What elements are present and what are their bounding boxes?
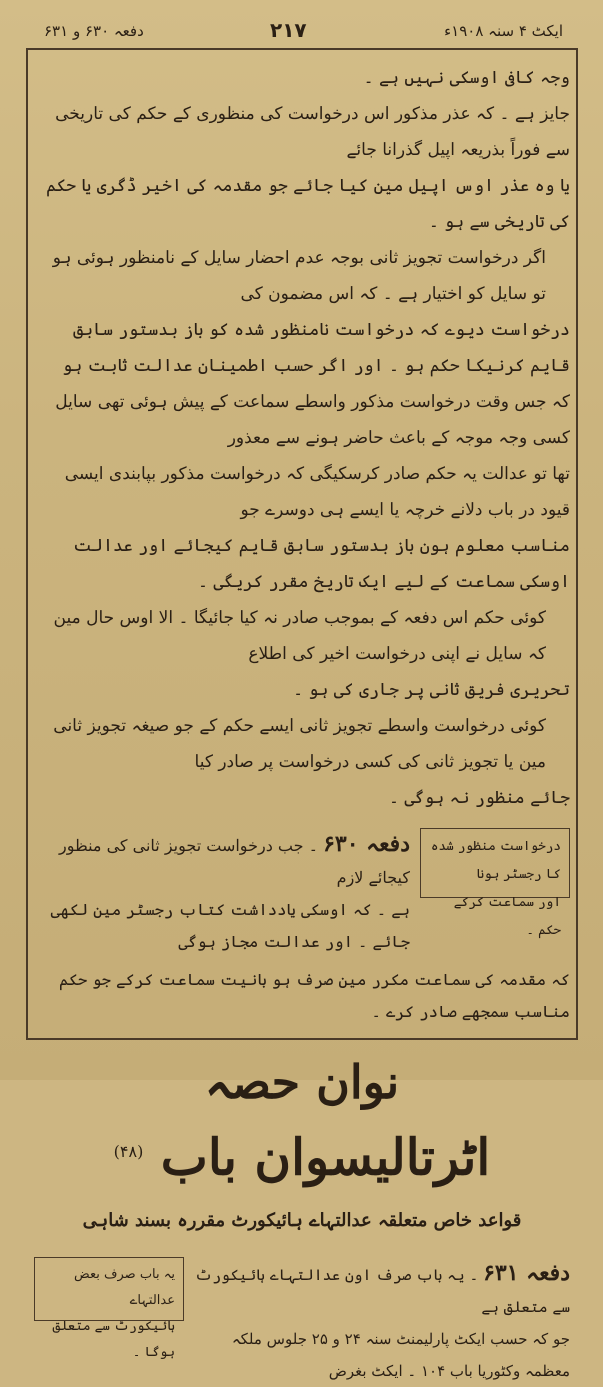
paragraph-line: تحریری فریق ثانی پر جاری کی ہو ۔: [293, 680, 570, 700]
part-title: نوان حصہ: [204, 1055, 400, 1109]
page-number: ۲۱۷: [270, 18, 307, 42]
section-text-line: جو کہ حسب ایکٹ پارلیمنٹ سنہ ۲۴ و ۲۵ جلوس ملکہ معظمہ وکٹوریا باب ۱۰۴ ۔ ایکٹ بغرض: [231, 1329, 570, 1380]
paragraph-line: تھا تو عدالت یہ حکم صادر کرسکیگی کہ درخواست مذکور بپابندی ایسی قیود در باب دلانے خرچہ یا ایسے ہی دوسرے جو: [64, 464, 570, 520]
section-631-margin-note: [34, 1257, 184, 1360]
page-header: [0, 18, 603, 46]
section-number: دفعہ ۶۳۱: [483, 1259, 570, 1286]
paragraph-line: جایز ہے ۔ کہ عذر مذکور اس درخواست کی منظوری کے حکم کی تاریخی سے فوراً بذریعہ اپیل گذرانا جائے: [55, 104, 570, 160]
chapter-number: (۴۸): [113, 1142, 144, 1161]
paragraph-line: یا وہ عذر اوس اپیل مین کیا جائے جو مقدمہ کی اخیر ڈگری یا حکم کی تاریخی سے ہو ۔: [46, 176, 570, 232]
margin-note-line: درخواست منظور شدہ کا رجسٹر ہونا: [430, 839, 561, 882]
section-number: دفعہ ۶۳۰: [323, 831, 410, 857]
paragraph-line: درخواست دیوے کہ درخواست نامنظور شدہ کو باز بدستور سابق قایم کرنیکا حکم ہو ۔ اور اگر حسب اطمینان عدالت ثابت ہو: [62, 320, 570, 376]
paragraph-line: کوئی حکم اس دفعہ کے بموجب صادر نہ کیا جائیگا ۔ الا اوس حال مین کہ سایل نے اپنی درخواست اخیر کی اطلاع: [53, 608, 546, 664]
section-text-line: ۔ یہ باب صرف اون عدالتہاے ہائیکورٹ سے متعلق ہے: [194, 1265, 570, 1316]
chapter-subtitle: قواعد خاص متعلقہ عدالتہاے ہائیکورٹ مقررہ بسند شاہی: [82, 1209, 522, 1231]
paragraph-line: وجہ کافی اوسکی نہیں ہے ۔: [363, 68, 570, 88]
section-630-text: [34, 828, 410, 958]
header-act-ref: ایکٹ ۴ سنہ ۱۹۰۸ء: [444, 22, 563, 40]
header-section-ref: دفعہ ۶۳۰ و ۶۳۱: [44, 22, 144, 40]
paragraph-line: کہ جس وقت درخواست مذکور واسطے سماعت کے پیش ہوئی تھی سایل کسی وجہ موجہ کے باعث حاضر ہونے سے معذور: [55, 392, 570, 448]
section-text-line: ہے ۔ کہ اوسکی یادداشت کتاب رجسٹر مین لکھی جائے ۔ اور عدالت مجاز ہوگی: [50, 900, 410, 951]
section-630-continuation: کہ مقدمہ کی سماعت مکرر مین صرف ہو بانیت سماعت کرکے جو حکم مناسب سمجھے صادر کرے ۔: [58, 970, 570, 1021]
paragraph-line: اگر درخواست تجویز ثانی بوجہ عدم احضار سایل کے نامنظور ہوئی ہو تو سایل کو اختیار ہے ۔ کہ اس مضمون کی: [52, 248, 546, 304]
margin-note-line: یہ باب صرف بعض عدالتہاے: [74, 1266, 175, 1308]
paragraph-line: جائے منظور نہ ہوگی ۔: [389, 788, 570, 808]
chapter-title: [34, 1120, 570, 1190]
margin-note-line: ہائیکورٹ سے متعلق ہوگا ۔: [52, 1318, 175, 1360]
section-630: [34, 828, 570, 951]
section-631-text: [194, 1257, 570, 1387]
page-body: [34, 60, 570, 1380]
margin-note-line: اور سماعت کرکے حکم ۔: [453, 895, 561, 938]
section-630-margin-note: [420, 828, 570, 938]
section-text-line: ۔ جب درخواست تجویز ثانی کی منظور کیجائے لازم: [58, 836, 410, 887]
paragraph-line: کوئی درخواست واسطے تجویز ثانی ایسے حکم کے جو صیغہ تجویز ثانی مین یا تجویز ثانی کی کسی درخواست پر صادر کیا: [53, 716, 546, 772]
chapter-name: اٹرتالیسوان باب: [160, 1127, 491, 1187]
paragraph-line: مناسب معلوم ہون باز بدستور سابق قایم کیجائے اور عدالت اوسکی سماعت کے لیے ایک تاریخ مقرر کریگی ۔: [73, 536, 570, 592]
section-631: [34, 1257, 570, 1380]
